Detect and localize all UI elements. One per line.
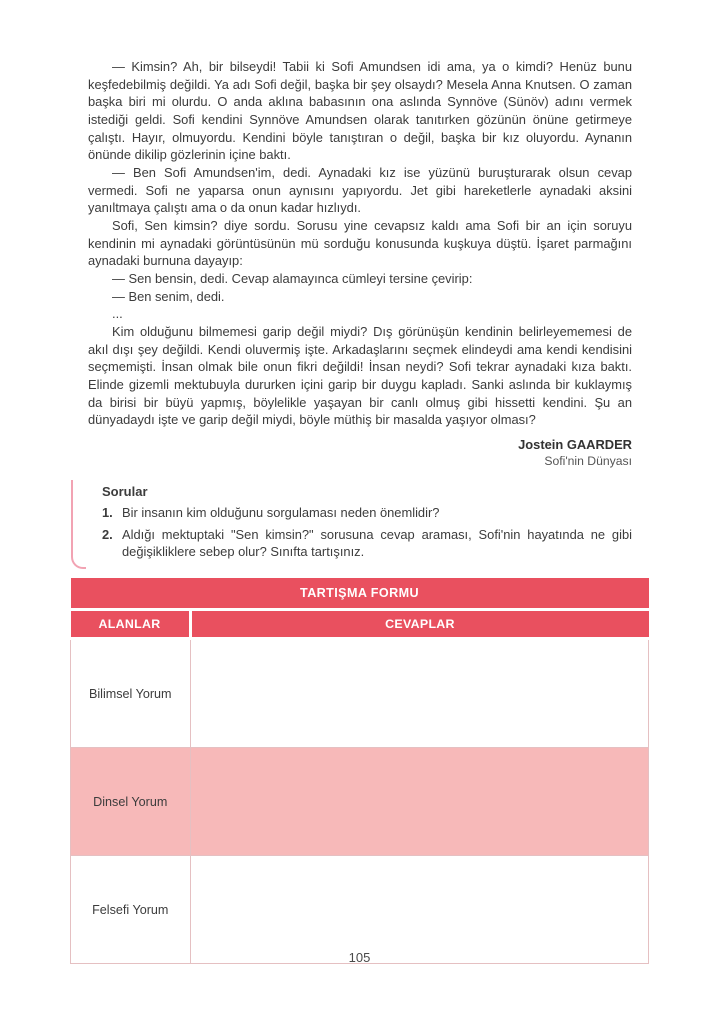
form-title-row bbox=[71, 578, 649, 610]
table-row bbox=[71, 748, 649, 856]
passage-paragraph: — Sen bensin, dedi. Cevap alamayınca cümleyi tersine çevirip: bbox=[112, 271, 473, 287]
question-item bbox=[102, 504, 632, 522]
author-name: Jostein GAARDER bbox=[518, 437, 632, 453]
question-number: 1. bbox=[102, 505, 113, 521]
passage-paragraph: — Kimsin? Ah, bir bilseydi! Tabii ki Sofi Amundsen idi ama, ya o kimdi? Henüz bunu keşfedebilmiş değildi. Ya adı Sofi değil, başka bir şey olsaydı? Mesela Anna Knutsen. O zaman başka biri mi olurdu. O anda aklına babasının ona aslında Synnöve (Sünöv) adını vermek istediği geldi. Sofi kendini Synnöve Amundsen olarak tanıtırken gözünün önüne getirmeye çalıştı. Hayır, olmuyordu. Kendini böyle tanıştıran o değil, başka bir kız oluyordu. Aynanın önünde dikilip gözlerinin içine baktı. bbox=[88, 59, 632, 163]
table-row bbox=[71, 856, 649, 964]
question-number: 2. bbox=[102, 526, 113, 542]
answer-cell bbox=[190, 639, 649, 748]
answer-cell bbox=[190, 856, 649, 964]
page-number: 105 bbox=[348, 950, 371, 965]
row-label: Felsefi Yorum bbox=[71, 856, 191, 964]
row-label: Bilimsel Yorum bbox=[71, 639, 191, 748]
form-header-row bbox=[71, 610, 649, 639]
column-header-alanlar: ALANLAR bbox=[71, 610, 191, 639]
row-label: Dinsel Yorum bbox=[71, 748, 191, 856]
passage-paragraph: ... bbox=[112, 306, 123, 322]
column-header-cevaplar: CEVAPLAR bbox=[190, 610, 649, 639]
passage-paragraph: Sofi, Sen kimsin? diye sordu. Sorusu yine cevapsız kaldı ama Sofi bir an için soruyu kendinin mi aynadaki görüntüsünün mü sorduğu konusunda kuşkuya düştü. İşaret parmağını aynadaki burnuna dayayıp: bbox=[88, 218, 632, 269]
passage-paragraph: Kim olduğunu bilmemesi garip değil miydi? Dış görünüşün kendinin belirleyememesi de akıl dışı şey değildi. Kendi oluvermiş işte. Arkadaşlarını seçmek elindeydi ama kendi kendisini seçmemişti. İnsan olmak bile onun fikri değildi! İnsan neydi? Sofi tekrar aynadaki kıza baktı. Elinde gizemli mektubuyla dururken içini garip bir duygu kapladı. Sanki aslında bir kuklaymış da birisi bir büyü yapmış, böylelikle yaşayan bir canlı olmuş gibi hissetti kendini. Şu an dünyadaydı işte ve garip değil miydi, böyle müthiş bir masalda yaşıyor olması? bbox=[88, 324, 632, 428]
questions-title: Sorular bbox=[102, 484, 148, 500]
decorative-bracket bbox=[71, 480, 86, 569]
question-item bbox=[102, 526, 632, 561]
discussion-form-table bbox=[70, 578, 649, 964]
form-title: TARTIŞMA FORMU bbox=[71, 578, 649, 610]
passage-paragraph: — Ben senim, dedi. bbox=[112, 288, 225, 304]
page-content bbox=[88, 58, 632, 565]
questions-section bbox=[88, 484, 632, 561]
discussion-form bbox=[70, 578, 649, 964]
answer-cell bbox=[190, 748, 649, 856]
question-text: Aldığı mektuptaki "Sen kimsin?" sorusuna cevap araması, Sofi'nin hayatında ne gibi değişikliklere sebep olur? Sınıfta tartışınız. bbox=[122, 526, 632, 560]
source-credit bbox=[88, 437, 632, 468]
table-row bbox=[71, 639, 649, 748]
book-title: Sofi'nin Dünyası bbox=[544, 454, 632, 469]
passage-paragraph: — Ben Sofi Amundsen'im, dedi. Aynadaki kız ise yüzünü buruşturarak olsun cevap vermedi. Sofi ne yaparsa onun aynısını yapıyordu. Jet gibi hareketlerle aynadaki aksini yanıltmaya çalıştı ama o da onun kadar hızlıydı. bbox=[88, 165, 632, 216]
question-text: Bir insanın kim olduğunu sorgulaması neden önemlidir? bbox=[122, 505, 440, 521]
reading-passage bbox=[88, 58, 632, 429]
